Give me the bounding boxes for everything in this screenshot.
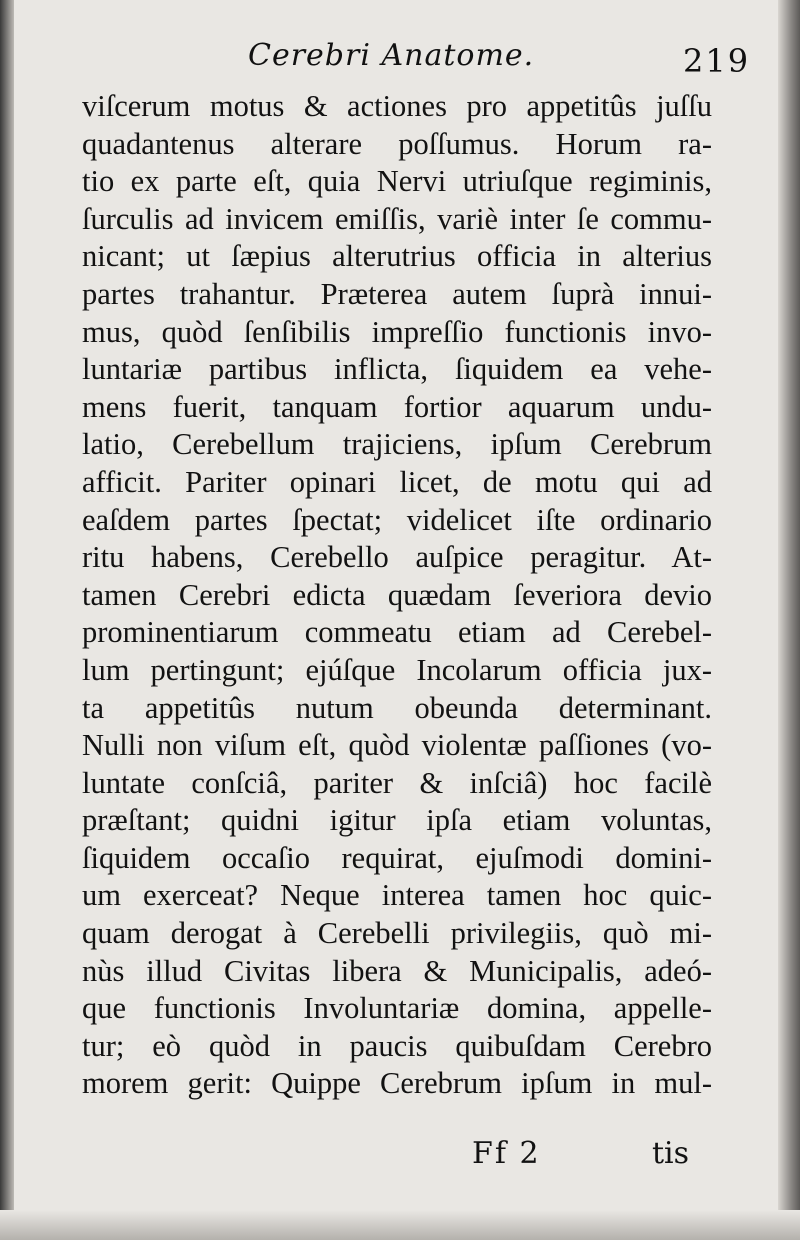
- text-line: quadantenus alterare poſſumus. Horum ra-: [82, 126, 712, 161]
- text-line: ritu habens, Cerebello auſpice peragitur. At-: [82, 540, 712, 575]
- text-line: morem gerit: Quippe Cerebrum ipſum in mul-: [82, 1066, 712, 1101]
- text-line: prominentiarum commeatu etiam ad Cerebel-: [82, 615, 712, 650]
- signature-mark: Ff 2: [472, 1136, 541, 1171]
- text-line: Nulli non viſum eſt, quòd violentæ paſſiones (vo-: [82, 728, 712, 763]
- text-line: nùs illud Civitas libera & Municipalis, adeó-: [82, 953, 712, 988]
- text-line: latio, Cerebellum trajiciens, ipſum Cerebrum: [82, 427, 712, 462]
- text-line: viſcerum motus & actiones pro appetitûs juſſu: [82, 89, 712, 123]
- page-number: 219: [683, 42, 751, 80]
- text-line: um exerceat? Neque interea tamen hoc quic-: [82, 878, 712, 913]
- text-line: afficit. Pariter opinari licet, de motu qui ad: [82, 464, 712, 499]
- text-line: mus, quòd ſenſibilis impreſſio functionis invo-: [82, 314, 712, 349]
- text-line: ſurculis ad invicem emiſſis, variè inter ſe commu-: [82, 201, 712, 236]
- text-line: tamen Cerebri edicta quædam ſeveriora devio: [82, 577, 712, 612]
- page-gutter-shadow: [0, 0, 14, 1240]
- text-line: tio ex parte eſt, quia Nervi utriuſque regiminis,: [82, 164, 712, 199]
- text-line: ta appetitûs nutum obeunda determinant.: [82, 690, 712, 725]
- text-line: lum pertingunt; ejúſque Incolarum officia jux-: [82, 652, 712, 687]
- text-line: ſiquidem occaſio requirat, ejuſmodi domini-: [82, 840, 712, 875]
- page-edge-shadow: [778, 0, 800, 1240]
- text-line: que functionis Involuntariæ domina, appelle-: [82, 991, 712, 1026]
- text-line: præſtant; quidni igitur ipſa etiam voluntas,: [82, 803, 712, 838]
- text-line: luntate conſciâ, pariter & inſciâ) hoc facilè: [82, 765, 712, 800]
- text-line: partes trahantur. Præterea autem ſuprà innui-: [82, 276, 712, 311]
- text-line: nicant; ut ſæpius alterutrius officia in alterius: [82, 239, 712, 274]
- catchword: tis: [652, 1136, 690, 1171]
- running-title: Cerebri Anatome.: [248, 38, 535, 73]
- text-line: mens fuerit, tanquam fortior aquarum undu-: [82, 389, 712, 424]
- text-line: eaſdem partes ſpectat; videlicet iſte ordinario: [82, 502, 712, 537]
- text-line: luntariæ partibus inflicta, ſiquidem ea vehe-: [82, 352, 712, 387]
- page-bottom-shadow: [0, 1210, 800, 1240]
- text-line: tur; eò quòd in paucis quibuſdam Cerebro: [82, 1028, 712, 1063]
- text-line: quam derogat à Cerebelli privilegiis, quò mi-: [82, 916, 712, 951]
- body-text: [82, 88, 712, 1103]
